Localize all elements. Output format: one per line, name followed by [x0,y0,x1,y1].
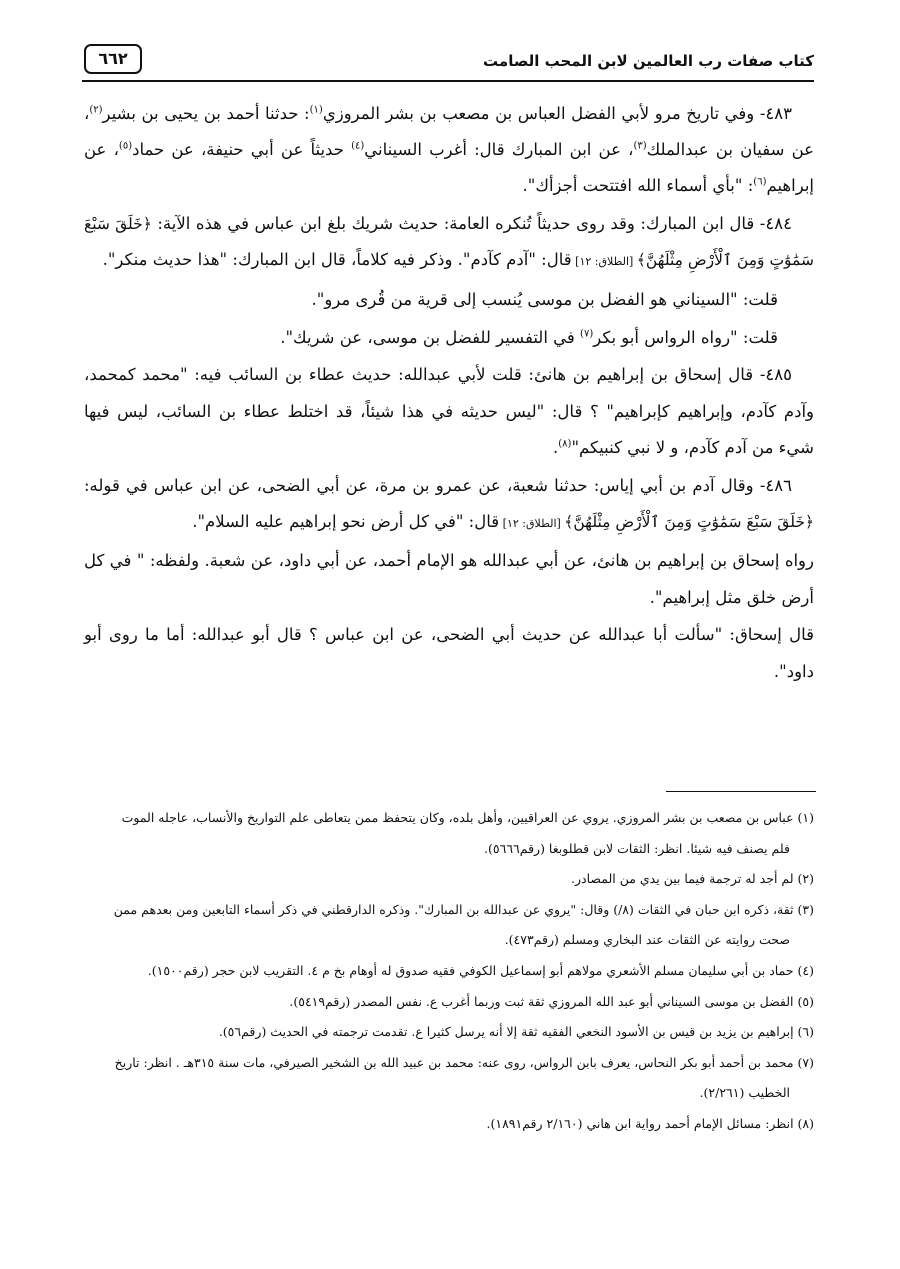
paragraph-484 [84,206,814,280]
footnote-separator [666,791,816,792]
page-number: ٦٦٢ [84,44,142,74]
paragraph-ishaq: قال إسحاق: "سألت أبا عبدالله عن حديث أبي الضحى، عن ابن عباس ؟ قال أبو عبدالله: أما ما روى أبو داود". [84,625,814,681]
paragraph-486 [84,468,814,542]
main-text [84,96,814,691]
footnote-ref-1: (١) [309,104,323,116]
footnote-1-continued: فلم يصنف فيه شيئا. انظر: الثقات لابن قطلوبغا (رقم٥٦٦٦). [484,840,790,856]
text-segment: : "بأي أسماء الله افتتحت أجزأك". [522,176,754,196]
text-segment: قال: "آدم كآدم". وذكر فيه كلاماً، قال ابن المبارك: "هذا حديث منكر". [102,250,572,270]
footnote-ref-4: (٤) [351,140,365,152]
text-segment: ٤٨٥- قال إسحاق بن إبراهيم بن هانئ: قلت لأبي عبدالله: حديث عطاء بن السائب فيه: "محمد كمحمد، وآدم كآدم، وإبراهيم كإبراهيم" ؟ قال: "ليس حديثه في هذا شيئاً، قد اختلط عطاء بن السائب، ليس فيها شيء من آدم كآدم، و لا نبي كنبيكم" [84,365,814,457]
footnote-ref-5: (٥) [118,140,133,152]
text-segment: ، عن سفيان بن عبدالملك [84,104,814,160]
text-segment: ٤٨٤- قال ابن المبارك: وقد روى حديثاً تُنكره العامة: حديث شريك بلغ ابن عباس في هذه الآية: [151,214,792,234]
footnote-ref-3: (٣) [633,140,647,152]
footnote-ref-8: (٨) [558,438,572,450]
footnote-8: (٨) انظر: مسائل الإمام أحمد رواية ابن هاني (٢/١٦٠ رقم١٨٩١). [486,1115,814,1131]
footnote-6: (٦) إبراهيم بن يزيد بن قيس بن الأسود النخعي الفقيه ثقة إلا أنه يرسل كثيرا ع. تقدمت ترجمته في الحديث (رقم٥٦). [218,1024,814,1040]
text-segment: حديثاً عن أبي حنيفة، عن حماد [132,140,352,160]
book-title: كتاب صفات رب العالمين لابن المحب الصامت [483,52,814,70]
footnote-ref-7: (٧) [580,328,594,340]
footnote-ref-6: (٦) [753,176,767,188]
surah-citation: [الطلاق: ١٢] [571,255,637,269]
text-segment: ، عن إبراهيم [84,140,814,196]
text-segment: ٤٨٦- وقال آدم بن أبي إياس: حدثنا شعبة، عن عمرو بن مرة، عن أبي الضحى، عن ابن عباس في قوله: [84,475,792,495]
paragraph-rawah: رواه إسحاق بن إبراهيم بن هانئ، عن أبي عبدالله هو الإمام أحمد، عن أبي داود، عن شعبة. ولفظه: " في كل أرض خلق مثل إبراهيم". [84,551,814,607]
paragraph-485 [84,357,814,466]
text-segment: قال: "في كل أرض نحو إبراهيم عليه السلام". [192,511,500,531]
footnote-3: (٣) ثقة، ذكره ابن حبان في الثقات (٨/) وقال: "يروي عن عبدالله بن المبارك". وذكره الدارقطني في ذكر أسماء التابعين ومن بعدهم ممن [113,901,814,917]
footnote-2: (٢) لم أجد له ترجمة فيما بين يدي من المصادر. [571,871,814,887]
footnote-3-continued: صحت روايته عن الثقات عند البخاري ومسلم (رقم٤٧٣). [504,932,790,948]
text-segment: ، عن ابن المبارك قال: أغرب السيناني [364,140,634,160]
text-segment: في التفسير للفضل بن موسى، عن شريك". [280,327,581,347]
quran-verse: ﴿خَلَقَ سَبْعَ سَمَٰوَٰتٍ وَمِنَ ٱلْأَرْضِ مِثْلَهُنَّ﴾ [84,215,814,270]
footnote-5: (٥) الفضل بن موسى السيناني أبو عبد الله المروزي ثقة ثبت وربما أغرب ع. نفس المصدر (رقم٥٤١٩). [289,993,814,1009]
footnote-ref-2: (٢) [89,104,103,116]
text-segment: ٤٨٣- وفي تاريخ مرو لأبي الفضل العباس بن مصعب بن بشر المروزي [322,104,792,123]
paragraph-483 [84,96,814,205]
note-sinani: قلت: "السيناني هو الفضل بن موسى يُنسب إلى قرية من قُرى مرو". [311,290,778,310]
text-segment: قلت: "رواه الرواس أبو بكر [593,327,778,347]
note-rawwas [84,320,814,356]
quran-verse: ﴿خَلَقَ سَبْعَ سَمَٰوَٰتٍ وَمِنَ ٱلْأَرْضِ مِثْلَهُنَّ﴾ [564,512,814,531]
footnote-1: (١) عباس بن مصعب بن بشر المروزي. يروي عن العراقيين، وأهل بلده، وكان يتحفظ ممن يتعاطى علم التواريخ والأنساب، عاجله الموت [121,810,814,825]
footnotes [84,803,814,1140]
page-header [82,40,814,82]
footnote-7-continued: الخطيب (٢/٢٦١). [699,1085,790,1101]
footnote-7: (٧) محمد بن أحمد أبو بكر النحاس، يعرف بابن الرواس، روى عنه: محمد بن عبيد الله بن الشخير الصيرفي، مات سنة ٣١٥هـ . انظر: تاريخ [114,1054,814,1070]
text-segment: : حدثنا أحمد بن يحيى بن بشير [102,104,310,123]
surah-citation: [الطلاق: ١٢] [499,516,565,530]
footnote-4: (٤) حماد بن أبي سليمان مسلم الأشعري مولاهم أبو إسماعيل الكوفي فقيه صدوق له أوهام بخ م ٤. التقريب لابن حجر (رقم١٥٠٠). [147,962,814,978]
text-segment: . [553,437,559,457]
